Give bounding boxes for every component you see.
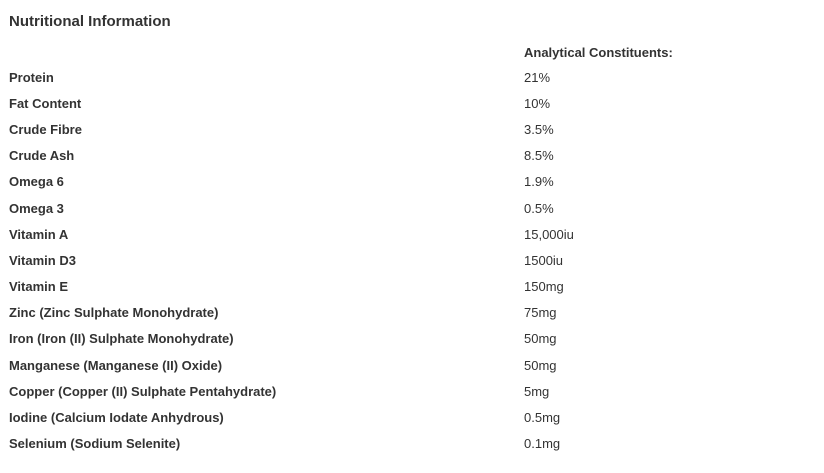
row-value: 5mg [524,383,550,399]
row-label: Crude Ash [9,148,75,164]
section-title: Nutritional Information [9,13,171,30]
row-label: Manganese (Manganese (II) Oxide) [9,357,223,373]
row-label: Vitamin D3 [9,252,76,268]
row-value: 21% [524,69,551,85]
row-value: 50mg [524,331,557,347]
row-value: 1500iu [524,252,564,268]
table-row [0,143,824,169]
row-label: Iron (Iron (II) Sulphate Monohydrate) [9,331,234,347]
row-label: Omega 6 [9,174,64,190]
row-value: 3.5% [524,121,554,137]
table-row [0,378,824,404]
row-label: Zinc (Zinc Sulphate Monohydrate) [9,305,219,321]
row-label: Selenium (Sodium Selenite) [9,436,181,452]
row-value: 8.5% [524,148,554,164]
row-value: 0.5mg [524,410,561,426]
row-label: Protein [9,69,54,85]
row-value: 15,000iu [524,226,574,242]
table-row [0,64,824,90]
table-row [0,116,824,142]
table-row [0,247,824,273]
row-label: Omega 3 [9,200,64,216]
row-value: 10% [524,95,551,111]
row-value: 75mg [524,305,557,321]
row-value: 0.1mg [524,436,561,452]
row-label: Copper (Copper (II) Sulphate Pentahydrate) [9,383,277,399]
row-label: Crude Fibre [9,121,82,137]
table-row [0,274,824,300]
row-value: 1.9% [524,174,554,190]
table-row [0,404,824,430]
row-label: Fat Content [9,95,82,111]
table-row [0,352,824,378]
table-row [0,326,824,352]
table-row [0,300,824,326]
row-label: Iodine (Calcium Iodate Anhydrous) [9,410,224,426]
row-value: 50mg [524,357,557,373]
row-label: Vitamin A [9,226,69,242]
row-value: 150mg [524,279,564,295]
column-header: Analytical Constituents: [524,44,673,60]
nutrition-table [0,40,824,457]
table-row [0,431,824,457]
table-row [0,195,824,221]
table-header-row [0,40,824,64]
table-row [0,221,824,247]
table-row [0,169,824,195]
row-value: 0.5% [524,200,554,216]
table-row [0,90,824,116]
row-label: Vitamin E [9,279,69,295]
